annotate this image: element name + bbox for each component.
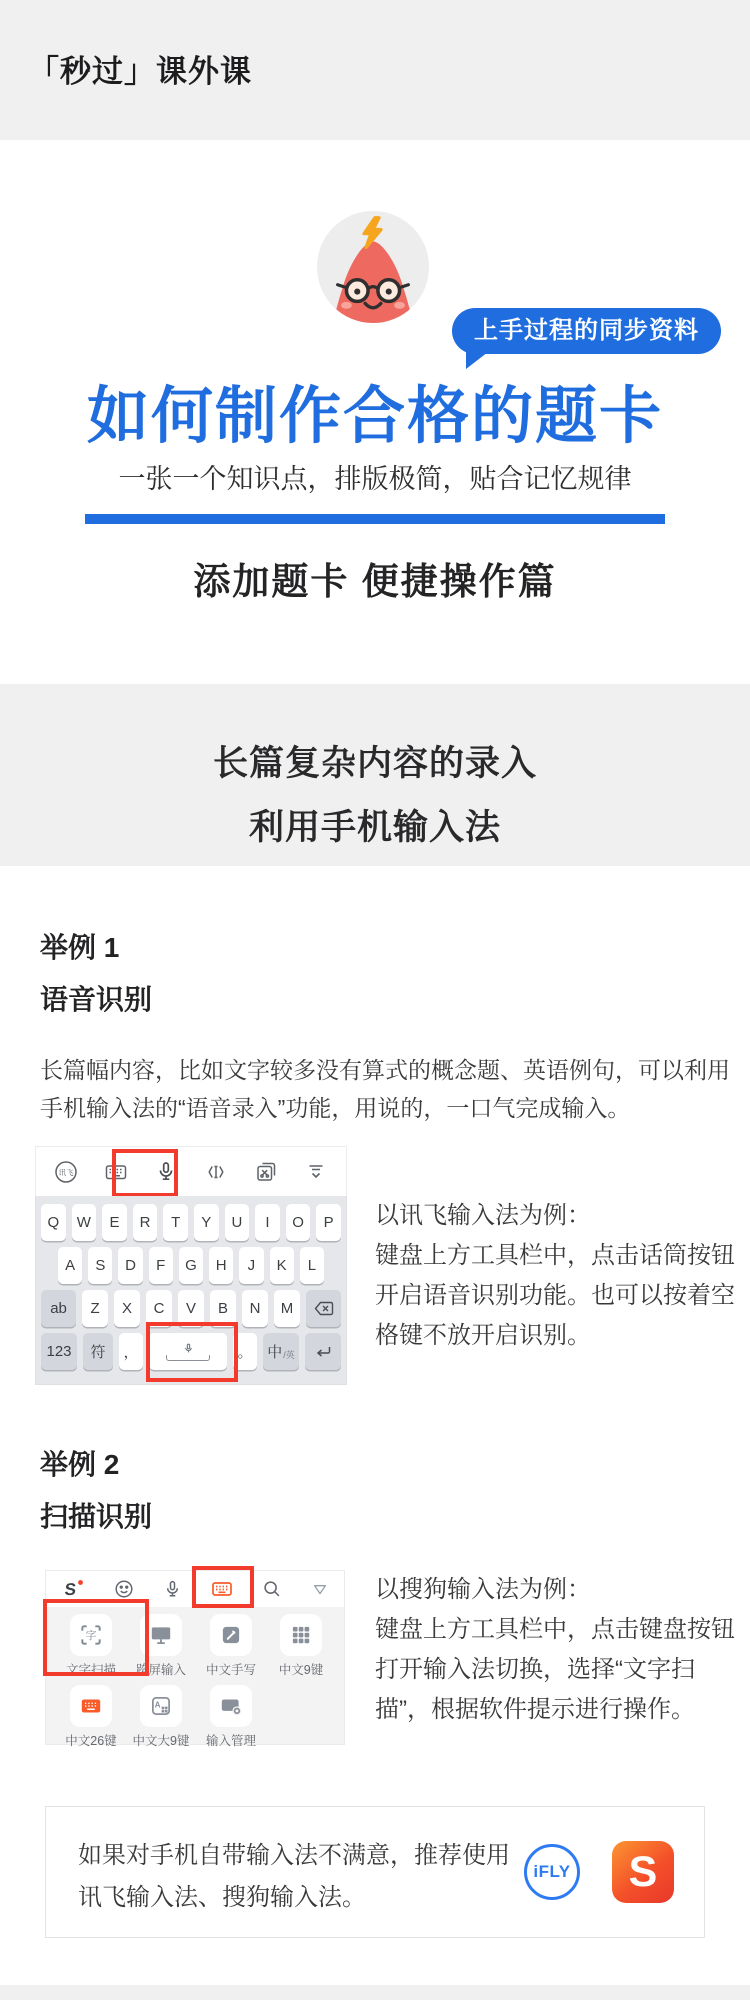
keyboard-key: Y: [194, 1204, 219, 1241]
tile-label: 跨屏输入: [135, 1663, 186, 1677]
sogou-panel-screenshot: [45, 1570, 345, 1748]
tile-handwriting: [196, 1614, 266, 1678]
svg-text:字: 字: [85, 1629, 97, 1642]
search-icon: [261, 1578, 283, 1600]
topic-banner: [0, 684, 750, 866]
svg-text:A: A: [154, 1700, 161, 1710]
lang-main: 中: [267, 1344, 283, 1361]
caption-line: 打开输入法切换，选择“文字扫: [375, 1656, 695, 1683]
keyboard-key: Q: [41, 1204, 66, 1241]
keyboard-key: T: [163, 1204, 188, 1241]
keyboard-26-icon: [70, 1685, 112, 1727]
keyboard-key: P: [316, 1204, 341, 1241]
caption-line: 格键不放开启识别。: [375, 1322, 591, 1349]
highlight-box-text-scan: [43, 1599, 149, 1676]
sogou-logo-icon: [60, 1577, 86, 1601]
highlight-box-keyboard-switch: [192, 1566, 254, 1608]
clipboard-icon: [254, 1160, 278, 1184]
keyboard-key: J: [239, 1247, 263, 1284]
example1-caption: [375, 1196, 735, 1356]
tile-nine-key: [266, 1614, 336, 1678]
keyboard-keys: [35, 1196, 347, 1385]
keyboard-key: O: [286, 1204, 311, 1241]
hero-badge: 上手过程的同步资料: [452, 308, 721, 354]
keyboard-key: H: [209, 1247, 233, 1284]
emoji-icon: [113, 1578, 135, 1600]
tile-label: 中文手写: [205, 1663, 256, 1677]
keyboard-key: E: [102, 1204, 127, 1241]
highlight-box-mic: [112, 1149, 178, 1197]
caption-line: 键盘上方工具栏中，点击键盘按钮: [375, 1616, 735, 1643]
collapse-keyboard-icon: [304, 1160, 328, 1184]
example2-caption: [375, 1570, 735, 1730]
tile-26-key: [56, 1685, 126, 1749]
tile-input-manage: [196, 1685, 266, 1749]
page-footer: [0, 1985, 750, 2000]
keyboard-toolbar: [35, 1146, 347, 1196]
keyboard-key: F: [149, 1247, 173, 1284]
tile-label: 中文9键: [278, 1663, 324, 1677]
lang-toggle-key: [263, 1333, 299, 1370]
keyboard-key: A: [58, 1247, 82, 1284]
example2-title: 扫描识别: [40, 1501, 153, 1532]
page-header: [0, 0, 750, 140]
paragraph-line: 长篇幅内容，比如文字较多没有算式的概念题、英语例句，可以利用: [40, 1057, 730, 1083]
keyboard-key: K: [270, 1247, 294, 1284]
recommendation-box: [45, 1806, 705, 1938]
keyboard-key: I: [255, 1204, 280, 1241]
microphone-icon: [162, 1579, 183, 1600]
handwriting-icon: [210, 1614, 252, 1656]
sogou-grid-row: [56, 1685, 344, 1749]
note-line: 讯飞输入法、搜狗输入法。: [78, 1884, 366, 1911]
lang-sub: /英: [283, 1350, 295, 1360]
caption-line: 以讯飞输入法为例：: [375, 1202, 591, 1229]
keyboard-key: V: [178, 1290, 204, 1327]
keyboard-row: [58, 1247, 324, 1284]
keyboard-key: L: [300, 1247, 324, 1284]
svg-text:讯飞: 讯飞: [58, 1167, 74, 1177]
tile-label: 文字扫描: [65, 1663, 116, 1677]
example2-label: 举例 2: [40, 1449, 120, 1480]
numbers-key: 123: [41, 1333, 77, 1370]
svg-text:S: S: [63, 1580, 78, 1599]
tile-big-nine-key: [126, 1685, 196, 1749]
keyboard-a-grid-icon: [140, 1685, 182, 1727]
tile-label: 中文大9键: [132, 1734, 190, 1748]
caption-line: 开启语音识别功能。也可以按着空: [375, 1282, 735, 1309]
keyboard-key: M: [274, 1290, 300, 1327]
backspace-icon: [314, 1301, 334, 1316]
caption-line: 键盘上方工具栏中，点击话筒按钮: [375, 1242, 735, 1269]
keyboard-gear-icon: [210, 1685, 252, 1727]
example1-paragraph: [40, 1051, 740, 1127]
caption-line: 描”，根据软件提示进行操作。: [375, 1696, 695, 1723]
sogou-logo: S: [612, 1841, 674, 1903]
mascot-avatar: [314, 208, 432, 326]
page-title: 「秒过」课外课: [28, 54, 252, 89]
keyboard-key: X: [114, 1290, 140, 1327]
recommendation-text: [78, 1835, 510, 1919]
triangle-down-icon: [310, 1579, 330, 1599]
iflytek-keyboard-screenshot: [35, 1146, 347, 1385]
period-key: 。: [233, 1333, 257, 1370]
caption-line: 以搜狗输入法为例：: [375, 1576, 591, 1603]
tile-label: 输入管理: [205, 1734, 256, 1748]
comma-key: ，: [119, 1333, 143, 1370]
highlight-box-space: [146, 1322, 238, 1382]
banner-line-2: 利用手机输入法: [248, 808, 501, 847]
backspace-key: [306, 1290, 341, 1327]
divider-line: [85, 514, 665, 524]
keyboard-key: C: [146, 1290, 172, 1327]
paragraph-line: 手机输入法的“语音录入”功能，用说的，一口气完成输入。: [40, 1095, 631, 1121]
hero-title: 如何制作合格的题卡: [86, 382, 663, 451]
keyboard-key: B: [210, 1290, 236, 1327]
keyboard-key: Z: [82, 1290, 108, 1327]
keyboard-key: W: [72, 1204, 97, 1241]
text-cursor-icon: [204, 1160, 228, 1184]
keyboard-key: N: [242, 1290, 268, 1327]
keyboard-key: G: [179, 1247, 203, 1284]
shift-key: ab: [41, 1290, 76, 1327]
return-icon: [315, 1345, 332, 1359]
hero-section-title: 添加题卡 便捷操作篇: [193, 561, 557, 602]
banner-line-1: 长篇复杂内容的录入: [212, 744, 537, 783]
tile-label: 中文26键: [65, 1734, 117, 1748]
keyboard-key: U: [225, 1204, 250, 1241]
ifly-logo: iFLY: [524, 1844, 580, 1900]
keyboard-key: D: [118, 1247, 142, 1284]
return-key: [305, 1333, 341, 1370]
symbols-key: 符: [83, 1333, 113, 1370]
example1-title: 语音识别: [40, 984, 153, 1015]
keyboard-key: R: [133, 1204, 158, 1241]
example1-label: 举例 1: [40, 932, 120, 963]
keyboard-row: [41, 1204, 341, 1241]
hero-subtitle: 一张一个知识点，排版极简，贴合记忆规律: [118, 464, 632, 494]
grid-icon: [280, 1614, 322, 1656]
keyboard-key: S: [88, 1247, 112, 1284]
note-line: 如果对手机自带输入法不满意，推荐使用: [78, 1842, 510, 1869]
iflytek-logo-icon: [54, 1160, 78, 1184]
